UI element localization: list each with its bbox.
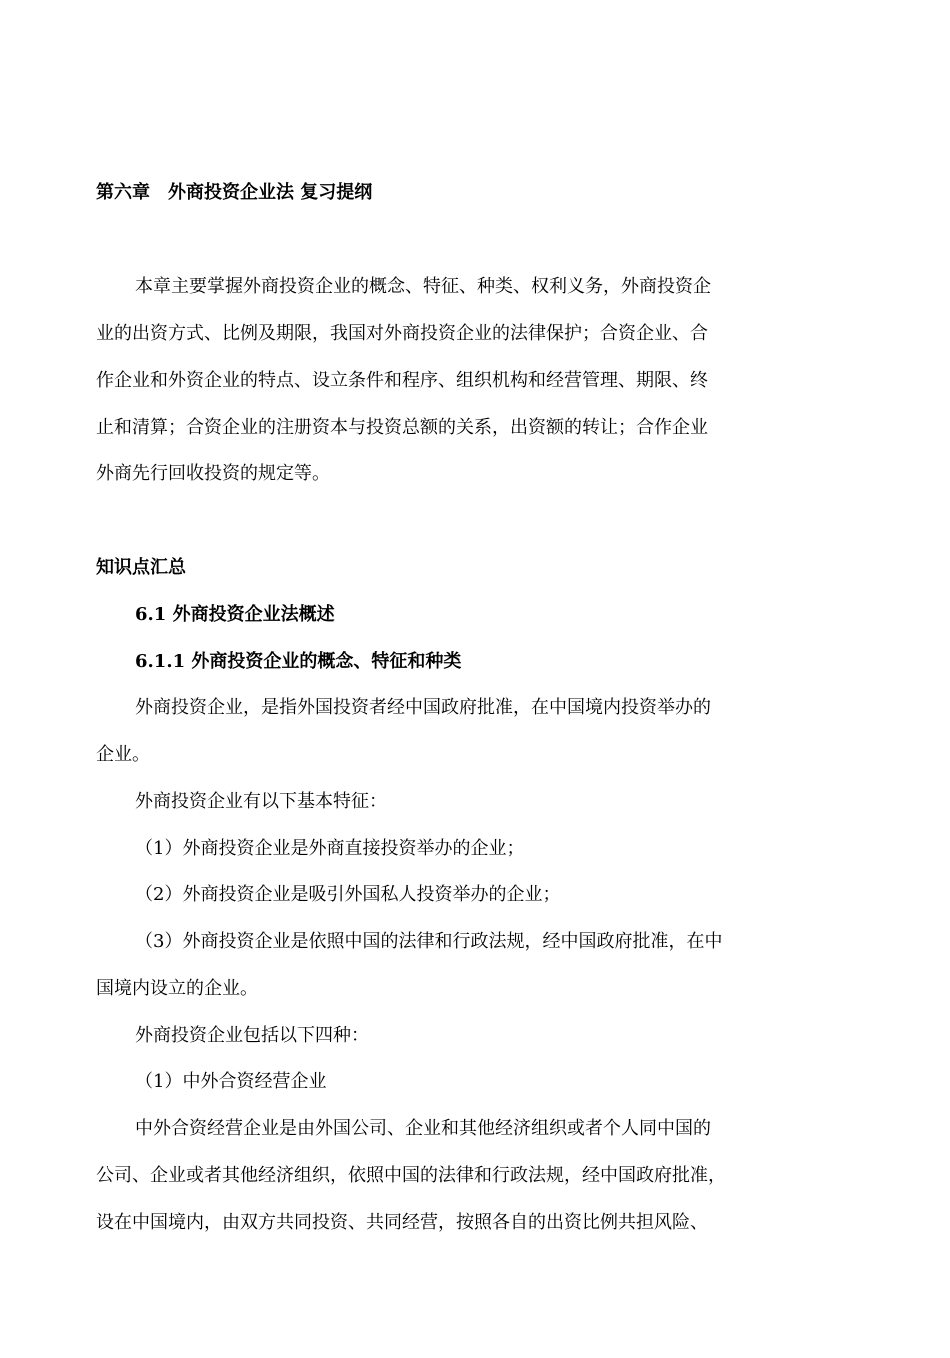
features-intro: 外商投资企业有以下基本特征： (135, 791, 387, 812)
feature-item-1: （1）外商投资企业是外商直接投资举办的企业； (135, 838, 525, 859)
intro-line-5: 外商先行回收投资的规定等。 (96, 463, 330, 484)
definition-line-1: 外商投资企业，是指外国投资者经中国政府批准，在中国境内投资举办的 (135, 697, 711, 718)
intro-line-1: 本章主要掌握外商投资企业的概念、特征、种类、权利义务，外商投资企 (135, 276, 711, 297)
types-intro: 外商投资企业包括以下四种： (135, 1025, 369, 1046)
chapter-title: 第六章 外商投资企业法 复习提纲 (96, 182, 373, 203)
feature-item-2: （2）外商投资企业是吸引外国私人投资举办的企业； (135, 884, 561, 905)
feature-item-3: （3）外商投资企业是依照中国的法律和行政法规，经中国政府批准，在中 (135, 931, 723, 952)
feature-item-3-cont: 国境内设立的企业。 (96, 978, 258, 999)
section-6-1-heading: 6.1 外商投资企业法概述 (135, 604, 335, 625)
section-6-1-1-heading: 6.1.1 外商投资企业的概念、特征和种类 (135, 651, 462, 672)
type-1-desc-line-2: 公司、企业或者其他经济组织，依照中国的法律和行政法规，经中国政府批准， (96, 1165, 726, 1186)
intro-line-2: 业的出资方式、比例及期限，我国对外商投资企业的法律保护；合资企业、合 (96, 323, 708, 344)
intro-line-4: 止和清算；合资企业的注册资本与投资总额的关系，出资额的转让；合作企业 (96, 417, 708, 438)
knowledge-heading: 知识点汇总 (96, 557, 186, 578)
type-1-desc-line-3: 设在中国境内，由双方共同投资、共同经营，按照各自的出资比例共担风险、 (96, 1212, 708, 1233)
type-1-desc-line-1: 中外合资经营企业是由外国公司、企业和其他经济组织或者个人同中国的 (135, 1118, 711, 1139)
type-1-title: （1）中外合资经营企业 (135, 1071, 327, 1092)
intro-line-3: 作企业和外资企业的特点、设立条件和程序、组织机构和经营管理、期限、终 (96, 370, 708, 391)
definition-line-2: 企业。 (96, 744, 150, 765)
